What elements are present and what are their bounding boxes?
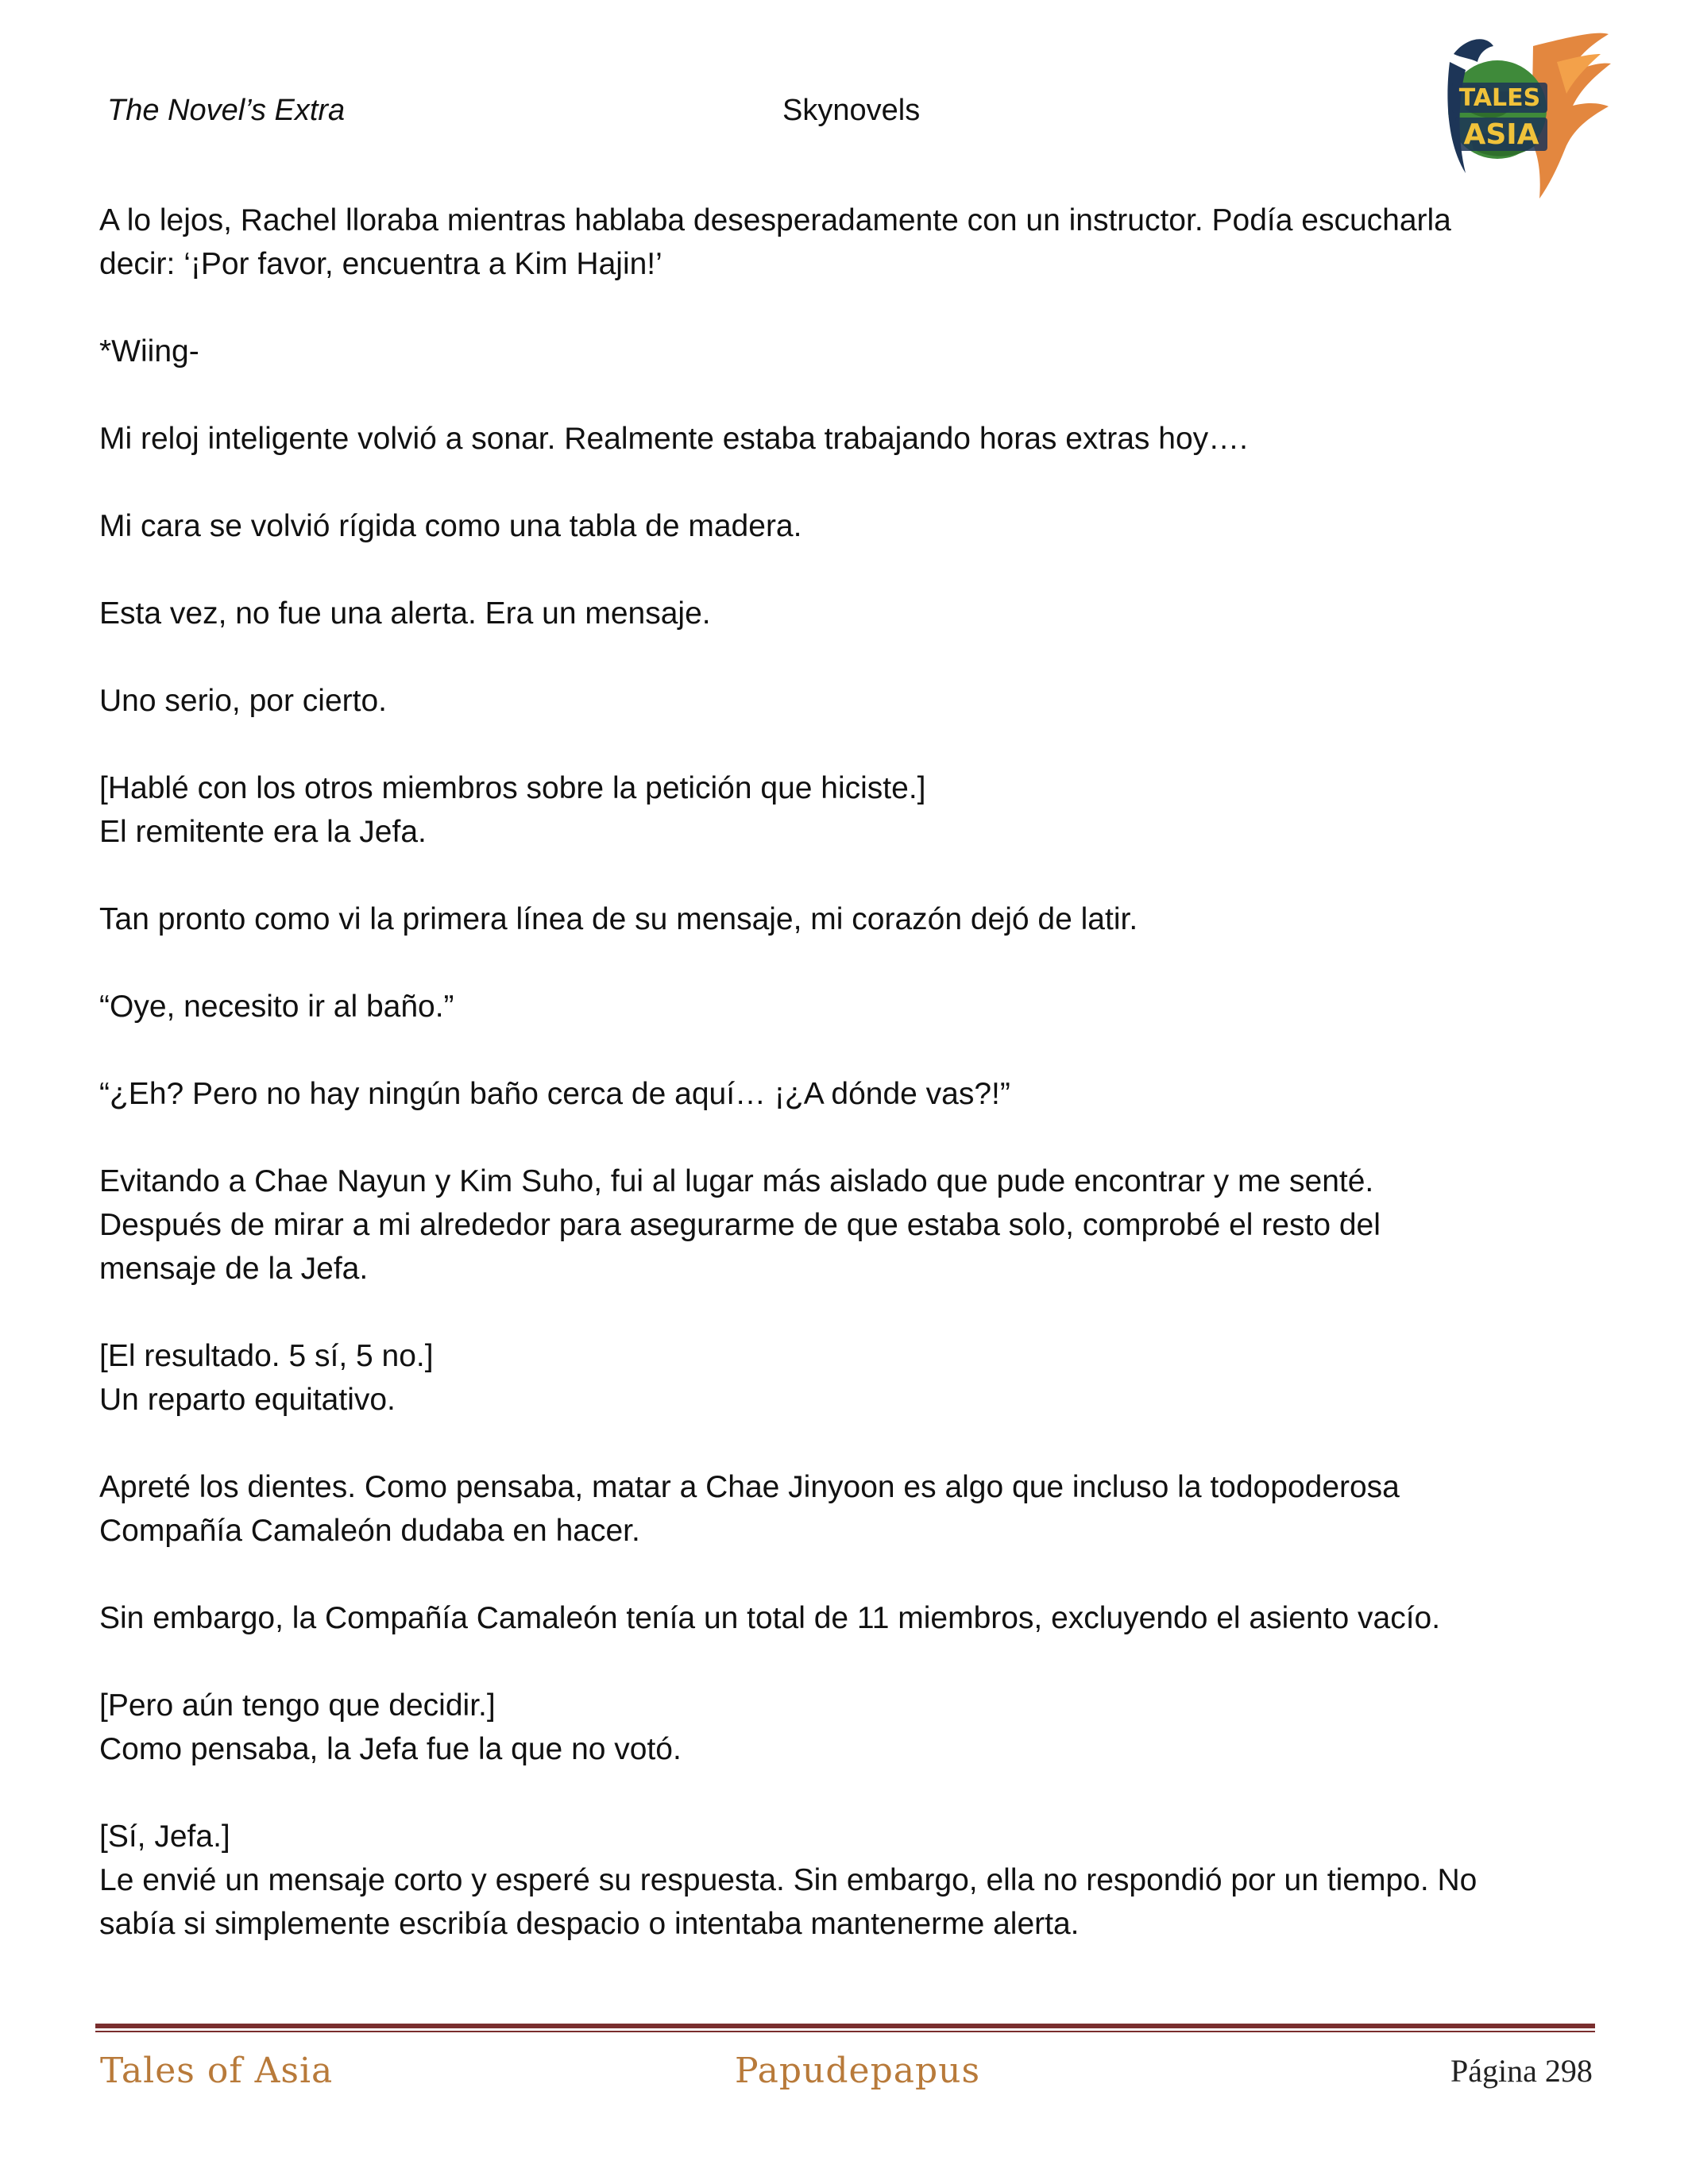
paragraph: Mi reloj inteligente volvió a sonar. Realmente estaba trabajando horas extras hoy….: [99, 422, 1248, 456]
paragraph: Uno serio, por cierto.: [99, 684, 387, 718]
page-number: Página 298: [1450, 2053, 1593, 2089]
paragraph: Apreté los dientes. Como pensaba, matar a Chae Jinyoon es algo que incluso la todopoderosa Compañía Camaleón dudaba en hacer.: [99, 1470, 1400, 1548]
paragraph: Evitando a Chae Nayun y Kim Suho, fui al lugar más aislado que pude encontrar y me senté. Después de mirar a mi alrededor para asegurarme de que estaba solo, comprobé el resto del mensaje de la Jefa.: [99, 1164, 1381, 1286]
paragraph: Sin embargo, la Compañía Camaleón tenía un total de 11 miembros, excluyendo el asiento vacío.: [99, 1601, 1441, 1635]
site-name: Skynovels: [782, 94, 921, 127]
paragraph: “¿Eh? Pero no hay ningún baño cerca de aquí… ¡¿A dónde vas?!”: [99, 1077, 1010, 1111]
logo-text-bottom: ASIA: [1463, 118, 1539, 151]
paragraph: A lo lejos, Rachel lloraba mientras hablaba desesperadamente con un instructor. Podía escucharla decir: ‘¡Por favor, encuentra a Kim Hajin!’: [99, 203, 1451, 281]
document-title: The Novel’s Extra: [107, 94, 346, 127]
paragraph: Tan pronto como vi la primera línea de su mensaje, mi corazón dejó de latir.: [99, 902, 1138, 936]
footer-publisher: Tales of Asia: [100, 2051, 334, 2091]
tales-of-asia-logo-icon: [1438, 30, 1613, 201]
paragraph: [Sí, Jefa.] Le envié un mensaje corto y esperé su respuesta. Sin embargo, ella no respondió por un tiempo. No sabía si simplemente escribía despacio o intentaba mantenerme alerta.: [99, 1819, 1477, 1941]
paragraph: [Hablé con los otros miembros sobre la petición que hiciste.] El remitente era la Jefa.: [99, 771, 926, 849]
document-body: [99, 199, 1593, 1989]
paragraph: Mi cara se volvió rígida como una tabla de madera.: [99, 509, 802, 543]
footer-divider: [95, 2024, 1595, 2035]
paragraph: [Pero aún tengo que decidir.] Como pensaba, la Jefa fue la que no votó.: [99, 1688, 682, 1766]
paragraph: Esta vez, no fue una alerta. Era un mensaje.: [99, 596, 711, 631]
paragraph: *Wiing-: [99, 334, 199, 369]
footer-translator: Papudepapus: [735, 2051, 981, 2091]
paragraph: “Oye, necesito ir al baño.”: [99, 990, 454, 1024]
logo-text-top: TALES: [1458, 84, 1541, 112]
paragraph: [El resultado. 5 sí, 5 no.] Un reparto equitativo.: [99, 1339, 434, 1417]
